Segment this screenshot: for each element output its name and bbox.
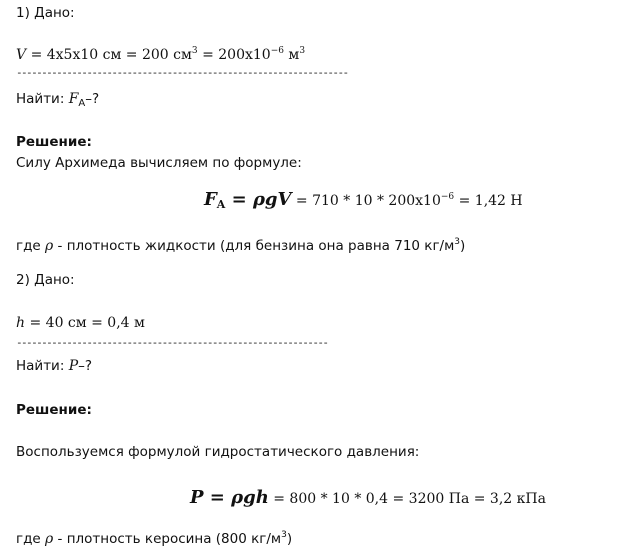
divider-2: -------------------------------------------------------------- bbox=[16, 336, 328, 349]
note-2: где ρ - плотность керосина (800 $кг/м^3$) bbox=[16, 530, 293, 547]
note-1: где ρ - плотность жидкости (для бензина она равна 710 $кг/м^3$) bbox=[16, 237, 466, 254]
archimedes-formula: $F_A = \rho gV = 710 * 10 * 200x10^{-6} = 1,42$ Н bbox=[204, 189, 523, 211]
solution-heading-1: Решение: bbox=[16, 134, 92, 150]
intro-text-2: Воспользуемся формулой гидростатического давления: bbox=[16, 444, 420, 460]
given-heading-1: 1) Дано: bbox=[16, 5, 75, 21]
divider-1: ------------------------------------------------------------------ bbox=[16, 66, 348, 79]
find-line-1: Найти: $F_A-$? bbox=[16, 91, 100, 109]
given-heading-2: 2) Дано: bbox=[16, 272, 75, 288]
intro-text-1: Силу Архимеда вычисляем по формуле: bbox=[16, 155, 302, 171]
given-line-1: V = 4x5x10 см = 200 $см^3 = 200x10^{-6}$ $м^3$ bbox=[16, 46, 306, 63]
given-line-2: h = 40 см = 0,4 м bbox=[16, 315, 145, 331]
find-line-2: Найти: P–? bbox=[16, 358, 93, 374]
solution-heading-2: Решение: bbox=[16, 402, 92, 418]
pressure-formula: P = ρgh = 800 * 10 * 0,4 = 3200 Па = 3,2 кПа bbox=[190, 487, 546, 508]
